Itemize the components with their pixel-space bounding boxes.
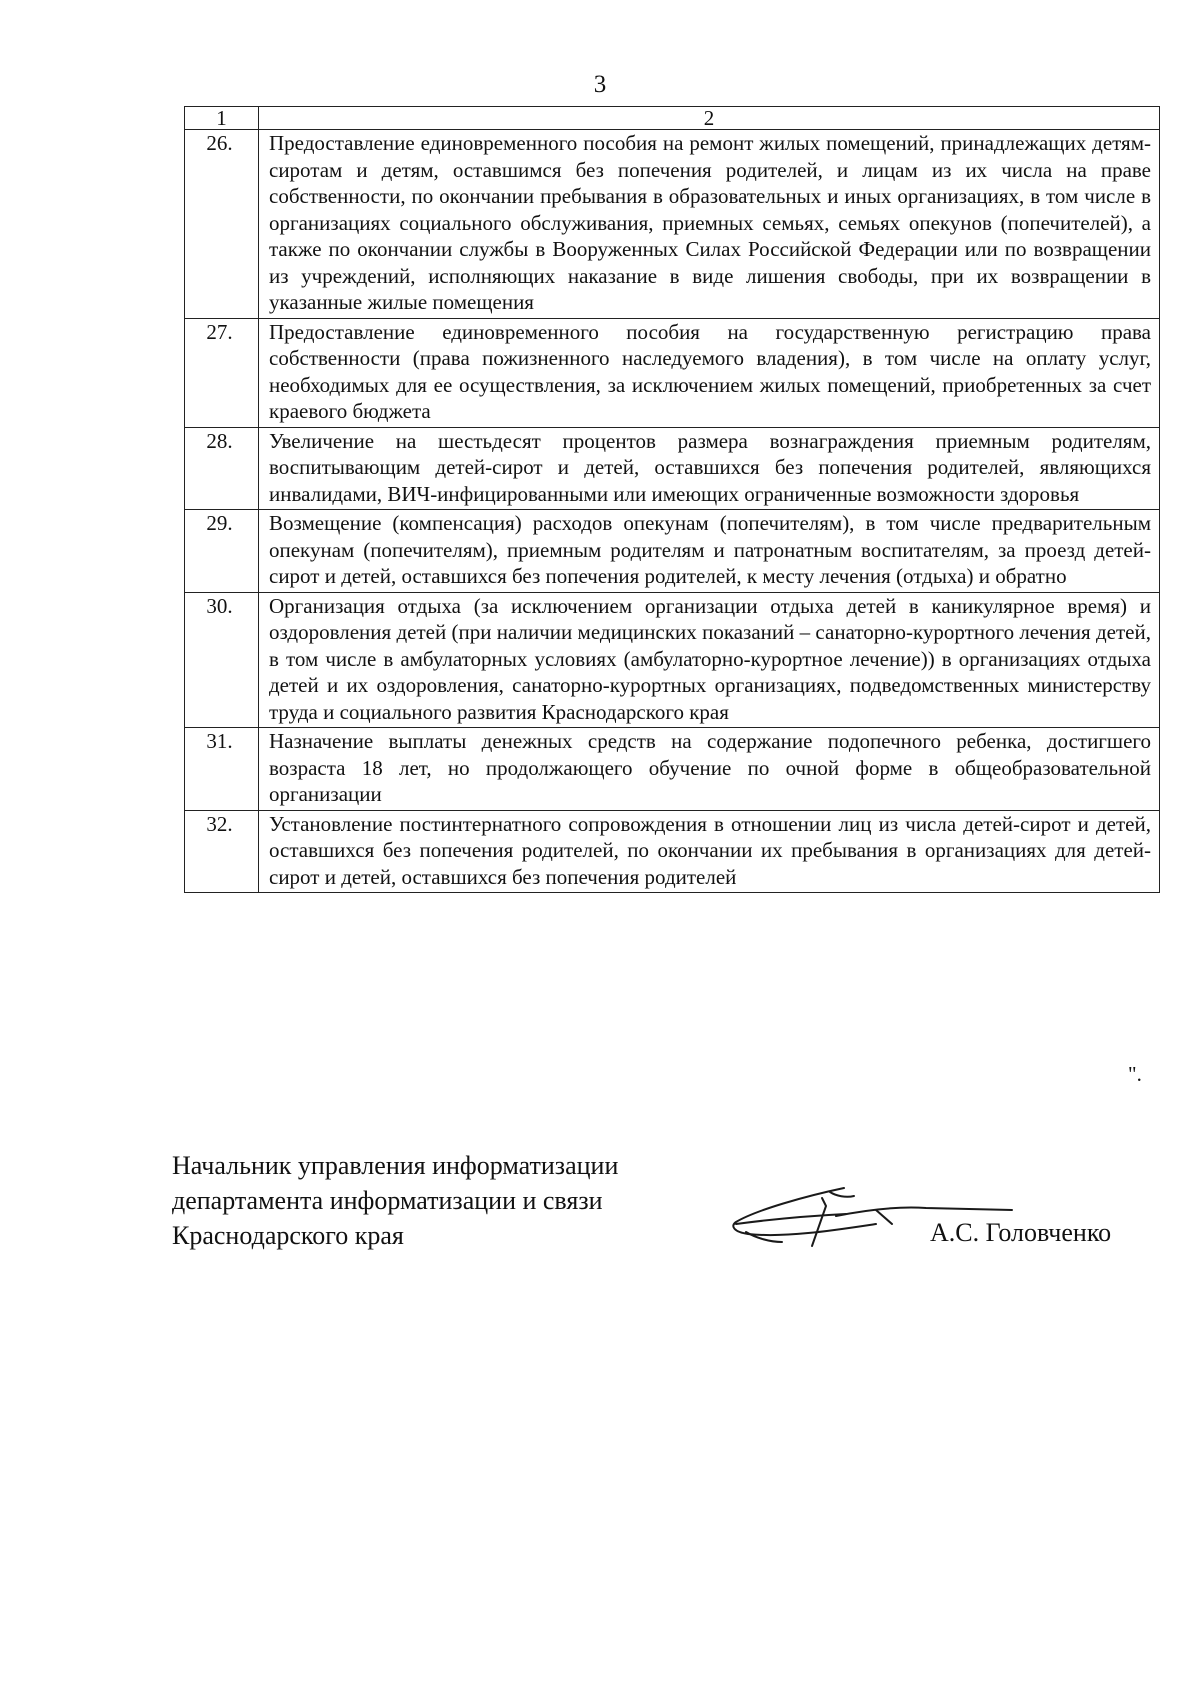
- table-header-row: [185, 107, 1160, 130]
- closing-quote-mark: ".: [1128, 1062, 1142, 1086]
- signer-name: А.С. Головченко: [930, 1218, 1112, 1247]
- row-number: 30.: [185, 592, 259, 728]
- row-number: 29.: [185, 510, 259, 593]
- row-text: Увеличение на шестьдесят процентов размера вознаграждения приемным родителям, воспитывающим детей-сирот и детей, оставшихся без попечения родителей, являющихся инвалидами, ВИЧ-инфицированными или имеющих ограниченные возможности здоровья: [259, 427, 1160, 510]
- services-table: [184, 106, 1160, 893]
- header-cell-description: 2: [259, 107, 1160, 130]
- table-row: [185, 592, 1160, 728]
- row-number: 28.: [185, 427, 259, 510]
- signatory-position: [172, 1148, 618, 1253]
- row-number: 26.: [185, 130, 259, 319]
- table-row: [185, 510, 1160, 593]
- header-cell-number: 1: [185, 107, 259, 130]
- row-text: Предоставление единовременного пособия на ремонт жилых помещений, принадлежащих детям-сиротам и детям, оставшимся без попечения родителей, и лицам из их числа на праве собственности, по окончании пребывания в образовательных и иных организациях, в том числе в организациях социального обслуживания, приемных семьях, семьях опекунов (попечителей), а также по окончании службы в Вооруженных Силах Российской Федерации или по возвращении из учреждений, исполняющих наказание в виде лишения свободы, при их возвращении в указанные жилые помещения: [259, 130, 1160, 319]
- row-text: Организация отдыха (за исключением организации отдыха детей в каникулярное время) и оздоровления детей (при наличии медицинских показаний – санаторно-курортного лечения детей, в том числе в амбулаторных условиях (амбулаторно-курортное лечение)) в организациях отдыха детей и их оздоровления, санаторно-курортных организациях, подведомственных министерству труда и социального развития Краснодарского края: [259, 592, 1160, 728]
- row-number: 31.: [185, 728, 259, 811]
- row-text: Предоставление единовременного пособия на государственную регистрацию права собственности (права пожизненного наследуемого владения), в том числе на оплату услуг, необходимых для ее осуществления, за исключением жилых помещений, приобретенных за счет краевого бюджета: [259, 318, 1160, 427]
- table-row: [185, 728, 1160, 811]
- table-row: [185, 130, 1160, 319]
- row-number: 27.: [185, 318, 259, 427]
- position-line: департамента информатизации и связи: [172, 1186, 603, 1215]
- position-line: Краснодарского края: [172, 1221, 404, 1250]
- row-text: Установление постинтернатного сопровождения в отношении лиц из числа детей-сирот и детей, оставшихся без попечения родителей, по окончании их пребывания в организациях для детей-сирот и детей, оставшихся без попечения родителей: [259, 810, 1160, 893]
- table-row: [185, 318, 1160, 427]
- row-text: Назначение выплаты денежных средств на содержание подопечного ребенка, достигшего возраста 18 лет, но продолжающего обучение по очной форме в общеобразовательной организации: [259, 728, 1160, 811]
- page-number: 3: [593, 71, 607, 98]
- row-number: 32.: [185, 810, 259, 893]
- table-row: [185, 810, 1160, 893]
- table-row: [185, 427, 1160, 510]
- position-line: Начальник управления информатизации: [172, 1151, 619, 1180]
- row-text: Возмещение (компенсация) расходов опекунам (попечителям), в том числе предварительным опекунам (попечителям), приемным родителям и патронатным воспитателям, за проезд детей-сирот и детей, оставшихся без попечения родителей, к месту лечения (отдыха) и обратно: [259, 510, 1160, 593]
